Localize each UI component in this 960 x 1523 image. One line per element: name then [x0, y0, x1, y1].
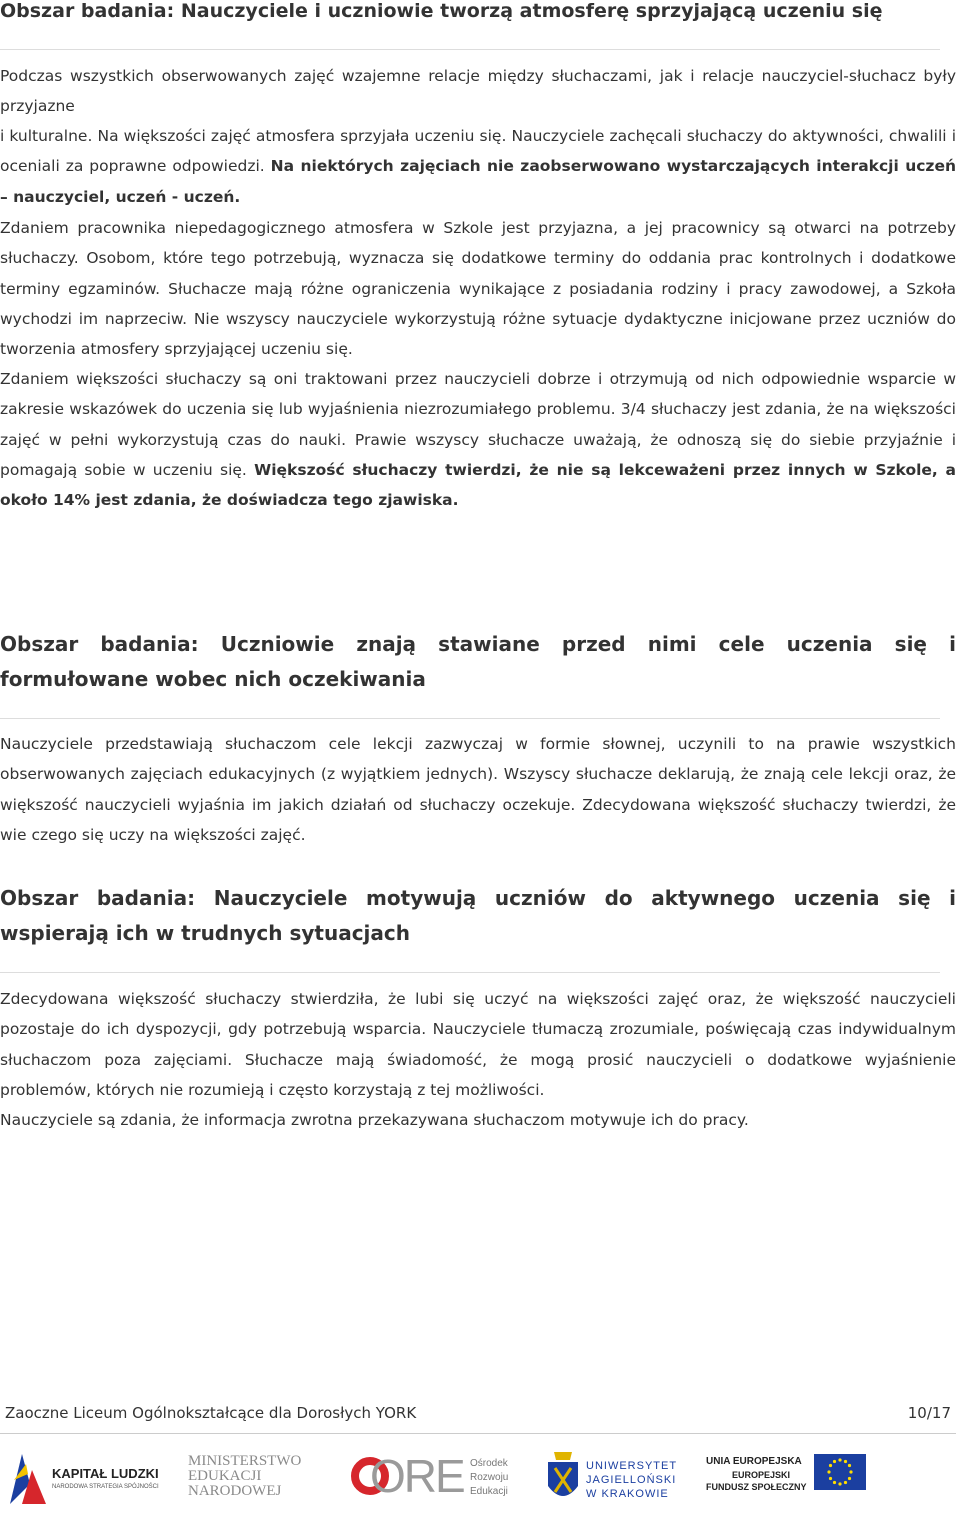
divider — [0, 49, 940, 50]
eu-line-3: FUNDUSZ SPOŁECZNY — [706, 1482, 807, 1492]
page-number: 10/17 — [907, 1404, 951, 1422]
ore-line-1: Ośrodek — [470, 1458, 508, 1469]
kapital-ludzki-subtitle: NARODOWA STRATEGIA SPÓJNOŚCI — [52, 1484, 159, 1490]
paragraph — [0, 1105, 956, 1135]
section-label: Obszar badania: — [0, 886, 196, 910]
paragraph — [0, 364, 956, 515]
paragraph-text: Zdecydowana większość słuchaczy stwierdziła, że lubi się uczyć na większości zajęć oraz, że większość nauczycieli pozostaje do ich dyspozycji, gdy potrzebują wsparcia. Nauczyciele tłumaczą zrozumiale, poświęcają czas indywidualnym słuchaczom poza zajęciami. Słuchacze mają świadomość, że mogą prosić nauczycieli o dodatkowe wyjaśnienie problemów, których nie rozumieją i często korzystają z tej możliwości. — [0, 990, 956, 1099]
paragraph-text: i kulturalne. Na większości zajęć atmosfera sprzyjała uczeniu się. Nauczyciele zachęcali słuchaczy do aktywności, chwalili i oceniali za poprawne odpowiedzi. — [0, 127, 956, 176]
paragraph-text: Zdaniem większości słuchaczy są oni traktowani przez nauczycieli dobrze i otrzymują od nich odpowiednie wsparcie w zakresie wskazówek do uczenia się lub wyjaśnienia niezrozumiałego problemu. 3/4 słuchaczy jest zdania, że na większości zajęć w pełni wykorzystują czas do nauki. Prawie wszyscy słuchacze uważają, że odnoszą się do siebie przyjaźnie i pomagają sobie w uczeniu się. — [0, 370, 956, 479]
ore-line-2: Rozwoju — [470, 1472, 509, 1483]
paragraph — [0, 984, 956, 1105]
men-line-1: MINISTERSTWO — [188, 1453, 302, 1469]
section-title: Nauczyciele i uczniowie tworzą atmosferę sprzyjającą uczeniu się — [180, 0, 883, 22]
section-3 — [0, 881, 956, 951]
paragraph-text: Podczas wszystkich obserwowanych zajęć wzajemne relacje między słuchaczami, jak i relacje nauczyciel-słuchacz były przyjazne — [0, 67, 956, 116]
paragraph-emphasis: Większość słuchaczy twierdzi, że nie są lekceważeni przez innych w Szkole, a około 14% jest zdania, że doświadcza tego zjawiska. — [0, 460, 956, 510]
section-2 — [0, 627, 956, 697]
men-line-2: EDUKACJI — [188, 1468, 262, 1484]
section-1-heading — [0, 0, 956, 29]
uj-line-3: W KRAKOWIE — [586, 1488, 669, 1500]
section-label: Obszar badania: — [0, 632, 199, 656]
section-title: Nauczyciele motywują uczniów do aktywnego uczenia się i wspierają ich w trudnych sytuacjach — [0, 886, 956, 945]
uj-line-1: UNIWERSYTET — [586, 1460, 678, 1472]
paragraph — [0, 121, 956, 212]
divider — [0, 972, 940, 973]
section-title: Uczniowie znają stawiane przed nimi cele uczenia się i formułowane wobec nich oczekiwania — [0, 632, 956, 691]
section-label: Obszar badania: — [0, 0, 175, 22]
paragraph-text: Zdaniem pracownika niepedagogicznego atmosfera w Szkole jest przyjazna, a jej pracownicy są otwarci na potrzeby słuchaczy. Osobom, które tego potrzebują, wyznacza się dodatkowe terminy do oddania prac kontrolnych i dodatkowe terminy egzaminów. Słuchacze mają różne ograniczenia wynikające z posiadania rodziny i pracy zawodowej, a Szkoła wychodzi im naprzeciw. Nie wszyscy nauczyciele wykorzystują różne sytuacje dydaktyczne inicjowane przez uczniów do tworzenia atmosfery sprzyjającej uczeniu się. — [0, 219, 956, 359]
uj-line-2: JAGIELLOŃSKI — [586, 1474, 677, 1486]
logo-bar — [0, 1444, 960, 1516]
kapital-ludzki-logo — [8, 1444, 178, 1516]
eu-logo — [706, 1444, 866, 1516]
paragraph — [0, 729, 956, 850]
footer-divider — [0, 1433, 956, 1434]
paragraph — [0, 61, 956, 122]
paragraph — [0, 213, 956, 364]
men-logo — [188, 1444, 318, 1516]
men-line-3: NARODOWEJ — [188, 1483, 282, 1499]
ore-line-3: Edukacji — [470, 1486, 508, 1497]
ore-mark: ORE — [370, 1450, 464, 1502]
page-footer — [5, 1402, 951, 1424]
footer-school: Zaoczne Liceum Ogólnokształcące dla Dorosłych YORK — [5, 1404, 417, 1422]
kapital-ludzki-title: KAPITAŁ LUDZKI — [52, 1466, 159, 1481]
paragraph-emphasis: Na niektórych zajęciach nie zaobserwowano wystarczających interakcji uczeń – nauczyciel, uczeń - uczeń. — [0, 157, 956, 206]
ore-logo — [350, 1444, 530, 1516]
kapital-ludzki-emblem-icon — [8, 1450, 48, 1506]
section-2-heading — [0, 627, 956, 697]
divider — [0, 718, 940, 719]
uj-crest-icon — [546, 1450, 580, 1506]
eu-line-1: UNIA EUROPEJSKA — [706, 1456, 802, 1467]
paragraph-text: Nauczyciele są zdania, że informacja zwrotna przekazywana słuchaczom motywuje ich do pracy. — [0, 1111, 749, 1129]
eu-line-2: EUROPEJSKI — [732, 1470, 791, 1480]
paragraph-text: Nauczyciele przedstawiają słuchaczom cele lekcji zazwyczaj w formie słownej, uczynili to na prawie wszystkich obserwowanych zajęciach edukacyjnych (z wyjątkiem jednych). Wszyscy słuchacze deklarują, że znają cele lekcji oraz, że większość nauczycieli wyjaśnia im jakich działań od słuchaczy oczekuje. Zdecydowana większość słuchaczy twierdzi, że wie czego się uczy na większości zajęć. — [0, 735, 956, 844]
eu-flag-icon — [814, 1454, 866, 1490]
uj-logo — [546, 1444, 686, 1516]
section-3-heading — [0, 881, 956, 951]
